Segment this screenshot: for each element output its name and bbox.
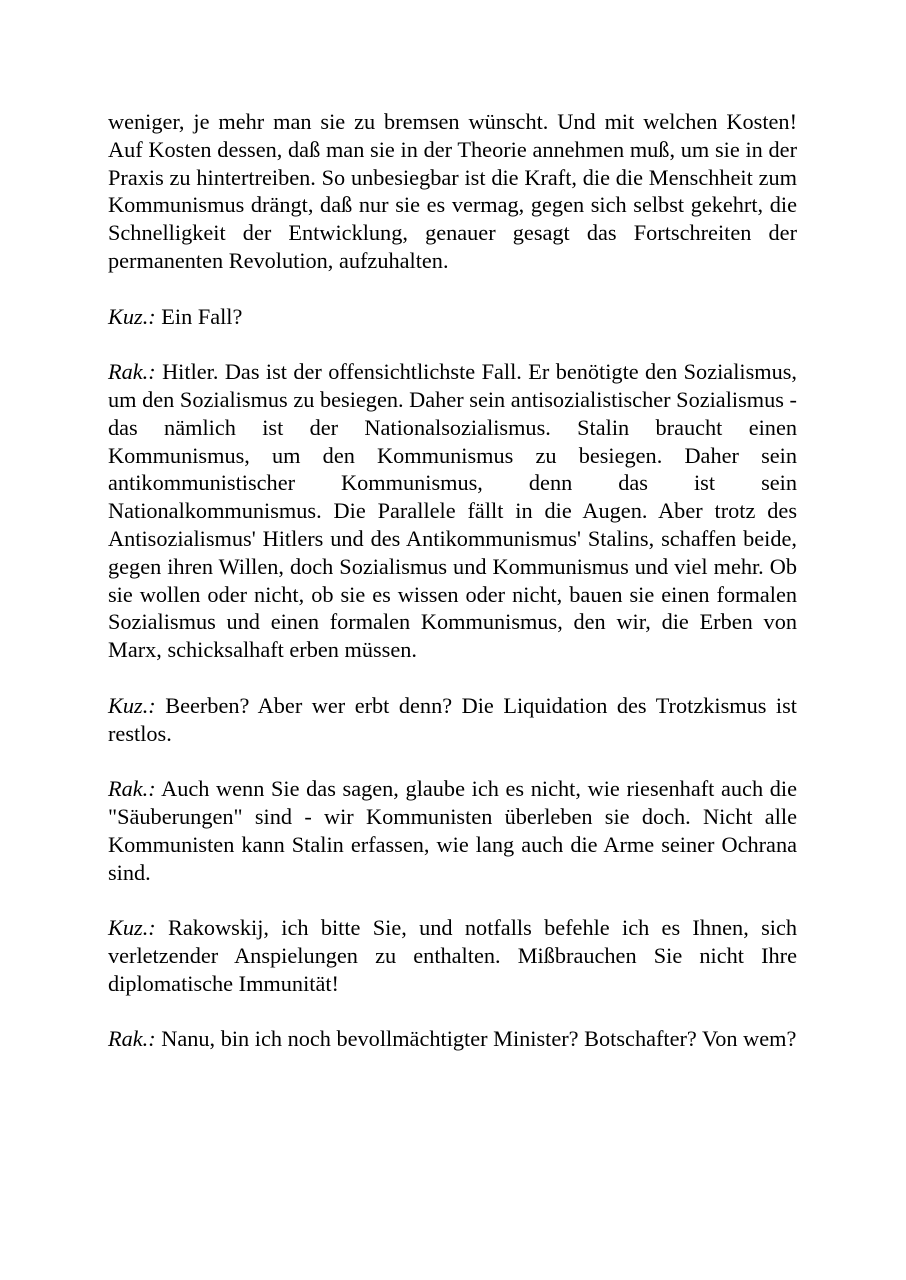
paragraph-continuation	[108, 108, 797, 275]
paragraph-text: Rakowskij, ich bitte Sie, und notfalls befehle ich es Ihnen, sich verletzender Anspielungen zu enthalten. Mißbrauchen Sie nicht Ihre diplomatische Immunität!	[108, 915, 797, 996]
paragraph-text: Ein Fall?	[155, 303, 243, 329]
speaker-label: Rak.:	[108, 1026, 156, 1052]
speaker-label: Kuz.:	[108, 692, 156, 718]
document-page	[108, 108, 797, 1081]
paragraph-text: weniger, je mehr man sie zu bremsen wünscht. Und mit welchen Kosten! Auf Kosten dessen, daß man sie in der Theorie annehmen muß, um sie in der Praxis zu hintertreiben. So unbesiegbar ist die Kraft, die die Menschheit zum Kommunismus drängt, daß nur sie es vermag, gegen sich selbst gekehrt, die Schnelligkeit der Entwicklung, genauer gesagt das Fortschreiten der permanenten Revolution, aufzuhalten.	[108, 109, 797, 273]
speaker-label: Kuz.:	[108, 303, 156, 329]
paragraph-text: Auch wenn Sie das sagen, glaube ich es nicht, wie riesenhaft auch die "Säuberungen" sind - wir Kommunisten überleben sie doch. Nicht alle Kommunisten kann Stalin erfassen, wie lang auch die Arme seiner Ochrana sind.	[108, 776, 797, 885]
paragraph-kuz-1	[108, 303, 797, 331]
paragraph-kuz-3	[108, 914, 797, 997]
paragraph-text: Hitler. Das ist der offensichtlichste Fall. Er benötigte den Sozialismus, um den Sozialismus zu besiegen. Daher sein antisozialistischer Sozialismus - das nämlich ist der Nationalsozialismus. Stalin braucht einen Kommunismus, um den Kommunismus zu besiegen. Daher sein antikommunistischer Kommunismus, denn das ist sein Nationalkommunismus. Die Parallele fällt in die Augen. Aber trotz des Antisozialismus' Hitlers und des Antikommunismus' Stalins, schaffen beide, gegen ihren Willen, doch Sozialismus und Kommunismus und viel mehr. Ob sie wollen oder nicht, ob sie es wissen oder nicht, bauen sie einen formalen Sozialismus und einen formalen Kommunismus, den wir, die Erben von Marx, schicksalhaft erben müssen.	[108, 359, 797, 663]
paragraph-text: Nanu, bin ich noch bevollmächtigter Minister? Botschafter? Von wem?	[155, 1026, 797, 1052]
paragraph-rak-1	[108, 358, 797, 664]
paragraph-kuz-2	[108, 692, 797, 748]
paragraph-rak-3	[108, 1025, 797, 1053]
speaker-label: Rak.:	[108, 359, 156, 385]
speaker-label: Rak.:	[108, 776, 156, 802]
speaker-label: Kuz.:	[108, 915, 156, 941]
paragraph-rak-2	[108, 775, 797, 886]
paragraph-text: Beerben? Aber wer erbt denn? Die Liquidation des Trotzkismus ist restlos.	[108, 692, 797, 746]
